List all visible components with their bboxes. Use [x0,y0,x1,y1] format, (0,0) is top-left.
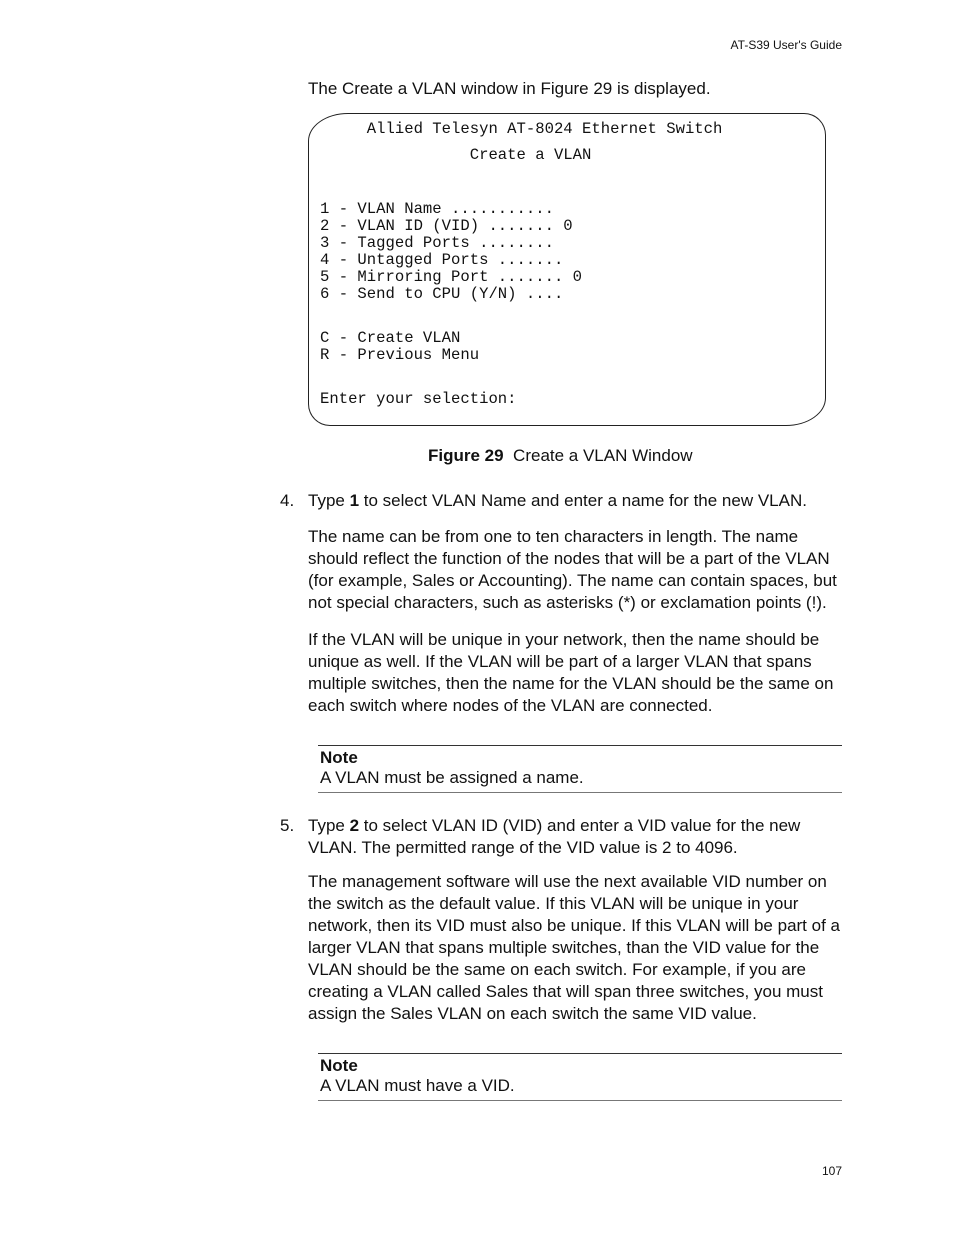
step-5-number: 5. [280,816,295,835]
terminal-subtitle: Create a VLAN [320,146,592,164]
page-number: 107 [821,1164,842,1178]
running-header: AT-S39 User's Guide [730,38,842,52]
menu-item-mirroring-port: 5 - Mirroring Port ....... 0 [320,268,583,286]
note-body: A VLAN must have a VID. [320,1076,515,1095]
step-4-text [308,490,843,512]
step-4-number: 4. [280,491,295,510]
step-5-pre: Type [308,816,350,835]
menu-item-vlan-id: 2 - VLAN ID (VID) ....... 0 [320,217,573,235]
paragraph-name-unique: If the VLAN will be unique in your network, then the name should be unique as well. If the VLAN will be part of a larger VLAN that spans multiple switches, then the name for the VLAN should be the same on each switch where nodes of the VLAN are connected. [308,630,834,715]
note-vid [318,1053,842,1101]
intro-sentence: The Create a VLAN window in Figure 29 is displayed. [308,79,711,98]
note-name [318,745,842,793]
terminal-prompt: Enter your selection: [320,390,517,408]
figure-label: Figure 29 [428,446,504,465]
step-5-text [308,815,843,859]
menu-item-tagged-ports: 3 - Tagged Ports ........ [320,234,554,252]
menu-item-previous-menu: R - Previous Menu [320,346,480,364]
menu-item-vlan-name: 1 - VLAN Name ........... [320,200,554,218]
menu-item-send-to-cpu: 6 - Send to CPU (Y/N) .... [320,285,564,303]
note-title: Note [320,1056,358,1075]
figure-caption [428,446,693,466]
menu-item-create-vlan: C - Create VLAN [320,329,461,347]
note-body: A VLAN must be assigned a name. [320,768,584,787]
step-4-key: 1 [349,491,360,510]
step-4-pre: Type [308,491,350,510]
step-5-key: 2 [349,816,360,835]
paragraph-vid-default: The management software will use the next available VID number on the switch as the default value. If this VLAN will be unique in your network, then its VID must also be unique. If this VLAN will be part of a larger VLAN that spans multiple switches, than the VID value for the VLAN should be the same on each switch. For example, if you are creating a VLAN called Sales that will span three switches, you must assign the Sales VLAN on each switch the same VID value. [308,872,840,1023]
step-5-post: to select VLAN ID (VID) and enter a VID value for the new VLAN. The permitted range of the VID value is 2 to 4096. [308,816,801,857]
menu-item-untagged-ports: 4 - Untagged Ports ....... [320,251,564,269]
note-title: Note [320,748,358,767]
figure-title: Create a VLAN Window [513,446,693,465]
paragraph-name-length: The name can be from one to ten characters in length. The name should reflect the function of the nodes that will be a part of the VLAN (for example, Sales or Accounting). The name can contain spaces, but not special characters, such as asterisks (*) or exclamation points (!). [308,527,837,612]
step-4-post: to select VLAN Name and enter a name for the new VLAN. [359,491,807,510]
terminal-title: Allied Telesyn AT-8024 Ethernet Switch [320,120,723,138]
